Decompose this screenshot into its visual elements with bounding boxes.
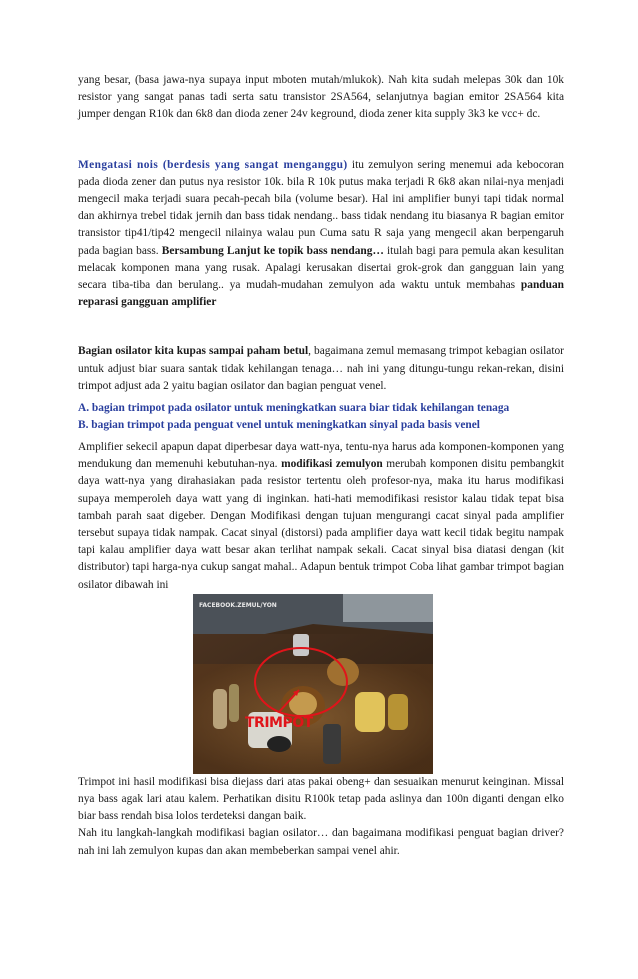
paragraph-intro: yang besar, (basa jawa-nya supaya input mboten mutah/mlukok). Nah kita sudah melepas 30k dan 10k resistor yang sangat panas tadi serta satu transistor 2SA564, selanjutnya bagian emitor 2SA564 kita jumper dengan R10k dan 6k8 dan dioda zener 24v keground, dioda zener kita supply 3k3 ke vcc+ dc. xyxy=(78,74,564,121)
document-page xyxy=(78,72,564,860)
oscillator-body: , bagaimana zemul memasang trimpot kebagian osilator untuk adjust biar suara santak tidak kehilangan tenaga… nah ini yang ditungu-tungu rekan-rekan, disini trimpot adjust ada 2 yaitu bagian osilator dan bagian penguat venel. xyxy=(78,345,564,392)
trimpot-photo xyxy=(193,594,433,774)
paragraph-trimpot: Trimpot ini hasil modifikasi bisa diejass dari atas pakai obeng+ dan sesuaikan menurut keinginan. Missal nya bass agak lari atau kalem. Perhatikan disitu R100k tetap pada aslinya dan 100n diganti dengan elko biar bass rendah bisa lolos terdeteksi dangan baik. xyxy=(78,775,564,823)
heading-oscillator: Bagian osilator kita kupas sampai paham betul xyxy=(78,345,309,358)
circuit-board-image xyxy=(193,594,433,774)
link-panduan-reparasi[interactable]: panduan reparasi gangguan amplifier xyxy=(78,279,564,309)
noise-body: itu zemulyon sering menemui ada kebocoran pada dioda zener dan putus nya resistor 10k. bila R 10k putus maka terjadi R 6k8 akan nilai-nya menjadi mengecil maka terjadi suara pecah-pecah bila (volume besar). Hal ini amplifier bunyi tapi tidak normal dan akhirnya trebel tidak jernih dan bass tidak nendang.. bass tidak nendang itu biasanya R bagian emitor transistor tip41/tip42 mengecil nilainya walau pun Cuma satu R saja yang mengecil akan berpengaruh pada bagian bass. xyxy=(78,158,564,257)
amplifier-body-2: merubah komponen disitu pembangkit daya watt-nya yang dirahasiakan pada resistor tertentu oleh profesor-nya, maka itu harus modifikasi supaya memperoleh daya watt yang di inginkan. hati-hati memodifikasi resistor kalau tidak tepat bisa tambah parah saat digeber. Dengan Modifikasi dengan tujuan mengurangi cacat sinyal pada amplifier tersebut supaya tidak nampak. Cacat sinyal (distorsi) pada amplifier daya watt kecil tidak begitu nampak tapi kalau amplifier daya watt besar akan terlihat nampak sekali. Cacat sinyal bisa diatasi dengan (kit distributor) tapi harga-nya cukup sangat mahal.. Adapun bentuk trimpot Coba lihat gambar trimpot bagian osilator dibawah ini xyxy=(78,458,564,591)
paragraph-closing: Nah itu langkah-langkah modifikasi bagian osilator… dan bagaimana modifikasi penguat bagian driver? nah ini lah zemulyon kupas dan akan membeberkan sampai venel ahir. xyxy=(78,827,564,857)
heading-noise: Mengatasi nois (berdesis yang sangat menganggu) xyxy=(78,158,348,171)
amplifier-body: Amplifier sekecil apapun dapat diperbesar daya watt-nya, tentu-nya harus ada komponen-komponen yang mendukung dan memenuhi kebutuhan-nya. xyxy=(78,441,564,471)
bold-modifikasi: modifikasi zemulyon xyxy=(281,458,383,471)
trimpot-label: TRIMPOT xyxy=(245,714,313,731)
paragraph-amplifier xyxy=(78,439,564,594)
list-item-a: A. bagian trimpot pada osilator untuk meningkatkan suara biar tidak kehilangan tenaga xyxy=(78,402,510,415)
paragraph-noise xyxy=(78,157,564,312)
paragraph-oscillator xyxy=(78,343,564,395)
link-bass-nendang[interactable]: Bersambung Lanjut ke topik bass nendang… xyxy=(161,244,384,257)
noise-body-2: itulah bagi para pemula akan kesulitan melacak komponen mana yang rusak. Apalagi kerusakan disertai grok-grok dan gangguan lain yang secara tiba-tiba dan berulang.. ya mudah-mudahan zemulyon ada waktu untuk membahas xyxy=(78,244,565,292)
photo-caption: FACEBOOK.ZEMUL/YON xyxy=(199,601,277,609)
list-item-b: B. bagian trimpot pada penguat venel untuk meningkatkan sinyal pada basis venel xyxy=(78,419,480,432)
